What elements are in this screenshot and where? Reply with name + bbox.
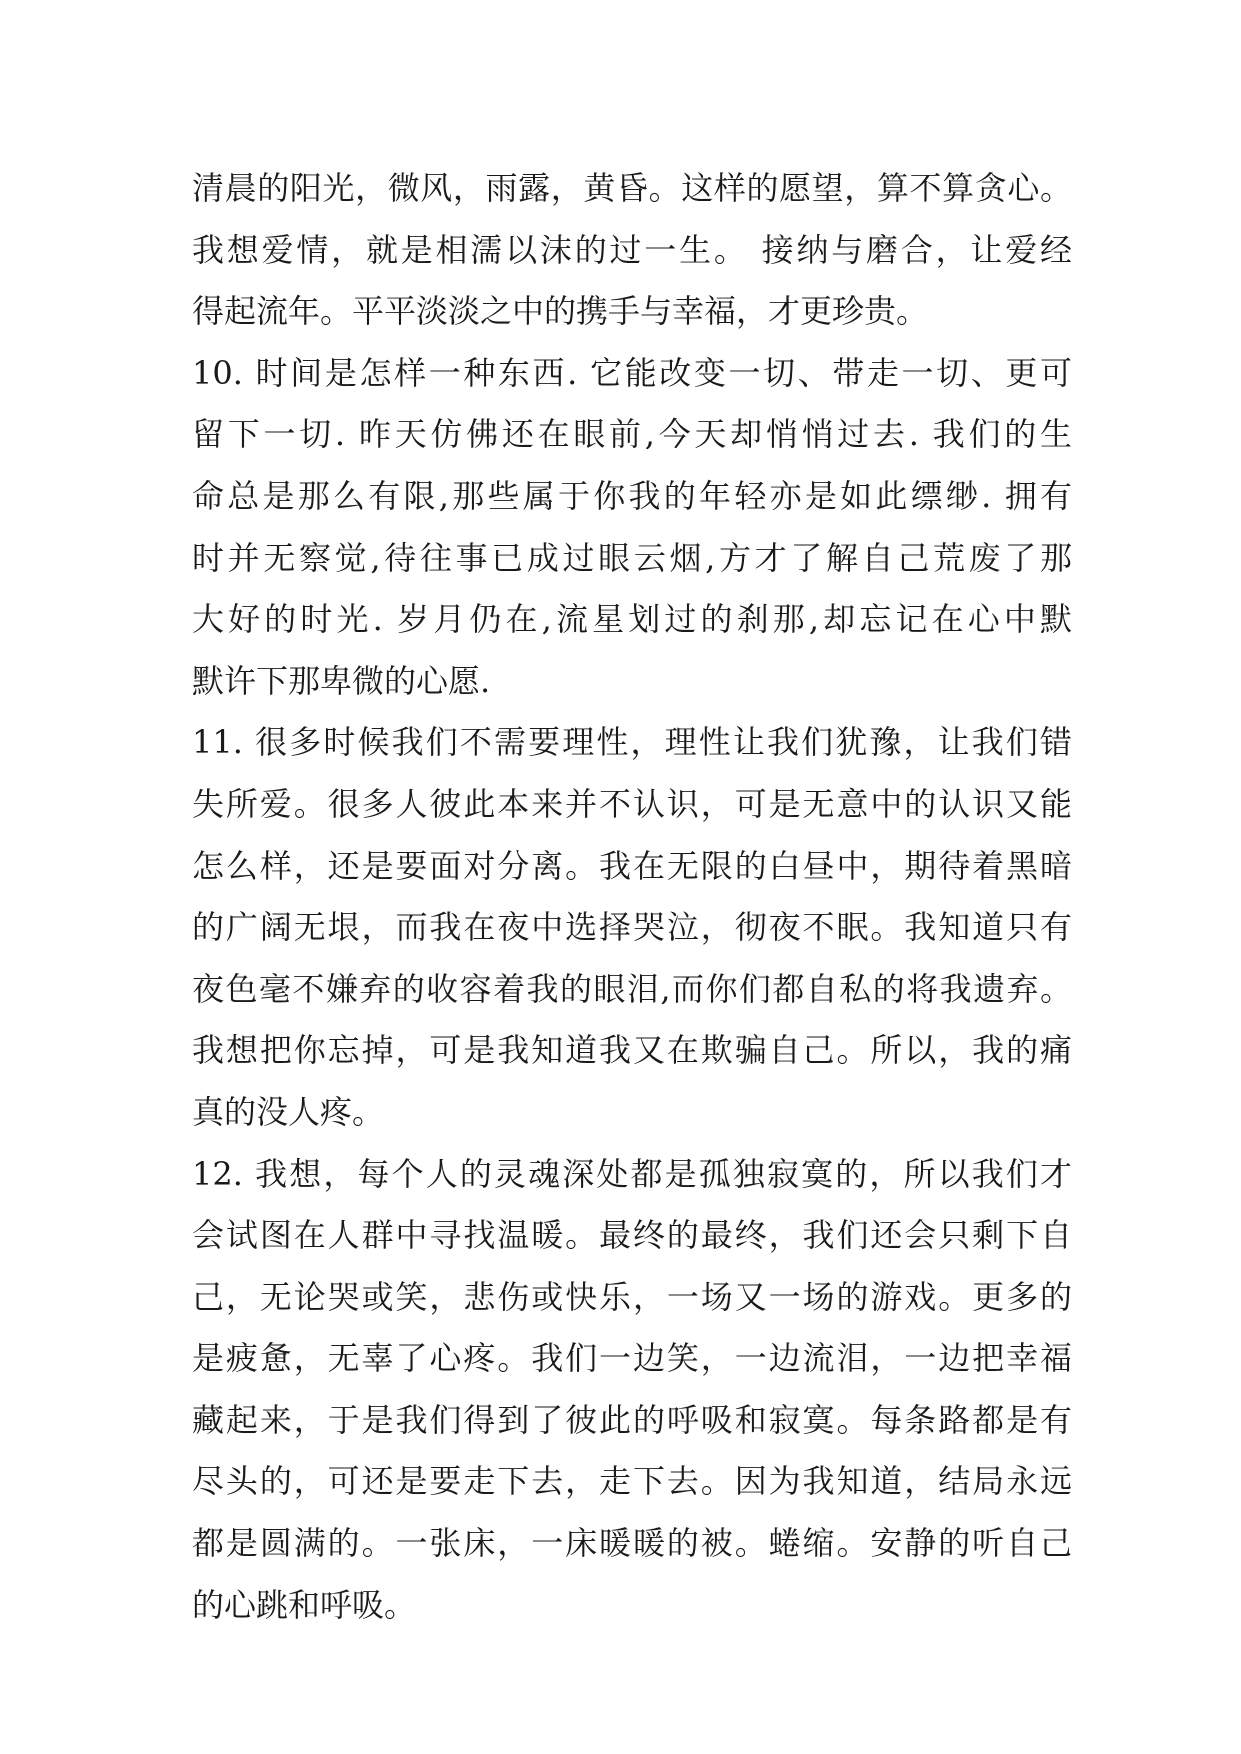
text-line: 都是圆满的。一张床，一床暖暖的被。蜷缩。安静的听自己 bbox=[192, 1524, 1072, 1563]
text-line: 尽头的，可还是要走下去，走下去。因为我知道，结局永远 bbox=[192, 1462, 1072, 1501]
text-line: 命总是那么有限,那些属于你我的年轻亦是如此缥缈. 拥有 bbox=[192, 476, 1072, 515]
text-line: 10. 时间是怎样一种东西. 它能改变一切、带走一切、更可 bbox=[192, 353, 1072, 392]
text-line: 11. 很多时候我们不需要理性，理性让我们犹豫，让我们错 bbox=[192, 723, 1072, 762]
text-line: 怎么样，还是要面对分离。我在无限的白昼中，期待着黑暗 bbox=[192, 846, 1072, 885]
body-text bbox=[192, 158, 1072, 1636]
text-line: 我想把你忘掉，可是我知道我又在欺骗自己。所以，我的痛 bbox=[192, 1031, 1072, 1070]
text-line: 的心跳和呼吸。 bbox=[192, 1585, 417, 1624]
text-line: 留下一切. 昨天仿佛还在眼前,今天却悄悄过去. 我们的生 bbox=[192, 415, 1072, 454]
text-line: 默许下那卑微的心愿. bbox=[192, 661, 491, 700]
text-line: 会试图在人群中寻找温暖。最终的最终，我们还会只剩下自 bbox=[192, 1216, 1072, 1255]
text-line: 12. 我想，每个人的灵魂深处都是孤独寂寞的，所以我们才 bbox=[192, 1154, 1072, 1193]
text-line: 大好的时光. 岁月仍在,流星划过的刹那,却忘记在心中默 bbox=[192, 600, 1072, 639]
text-line: 失所爱。很多人彼此本来并不认识，可是无意中的认识又能 bbox=[192, 784, 1072, 823]
text-line: 己，无论哭或笑，悲伤或快乐，一场又一场的游戏。更多的 bbox=[192, 1277, 1072, 1316]
text-line: 藏起来，于是我们得到了彼此的呼吸和寂寞。每条路都是有 bbox=[192, 1400, 1072, 1439]
text-line: 时并无察觉,待往事已成过眼云烟,方才了解自己荒废了那 bbox=[192, 538, 1072, 577]
text-line: 得起流年。平平淡淡之中的携手与幸福，才更珍贵。 bbox=[192, 292, 929, 331]
text-line: 清晨的阳光，微风，雨露，黄昏。这样的愿望，算不算贪心。 bbox=[192, 169, 1072, 207]
text-line: 的广阔无垠，而我在夜中选择哭泣，彻夜不眠。我知道只有 bbox=[192, 908, 1072, 947]
text-line: 真的没人疼。 bbox=[192, 1092, 385, 1131]
text-line: 我想爱情，就是相濡以沫的过一生。 接纳与磨合，让爱经 bbox=[192, 230, 1072, 269]
text-line: 是疲惫，无辜了心疼。我们一边笑，一边流泪，一边把幸福 bbox=[192, 1339, 1072, 1378]
text-line: 夜色毫不嫌弃的收容着我的眼泪,而你们都自私的将我遗弃。 bbox=[192, 969, 1072, 1008]
